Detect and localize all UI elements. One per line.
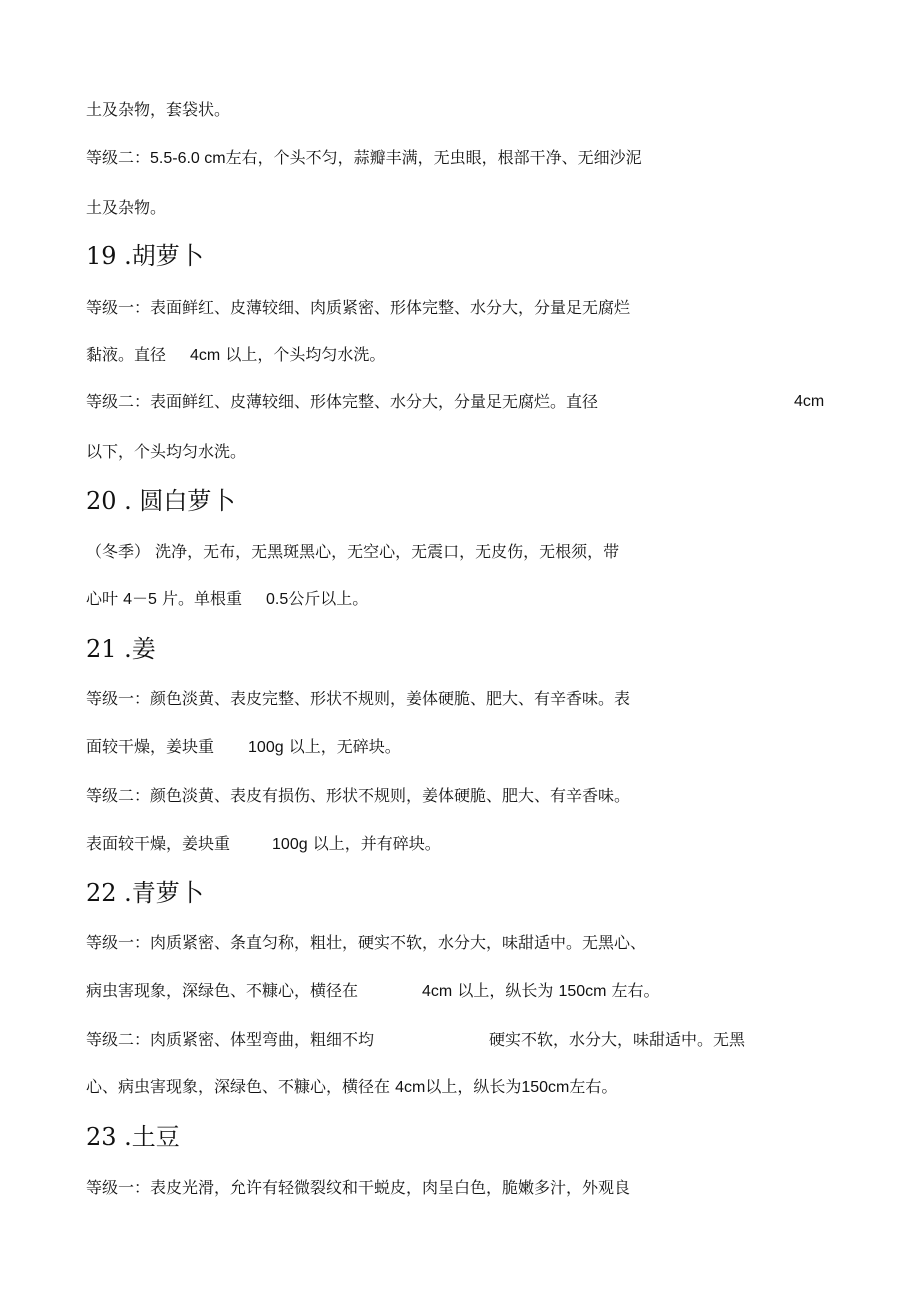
text: 土及杂物。: [86, 198, 167, 217]
heading-text: 22 .青萝卜: [86, 879, 204, 907]
text: 4cm: [190, 347, 221, 364]
text-line: [86, 345, 385, 366]
text-line: [86, 834, 441, 855]
text: 4cm: [794, 393, 825, 410]
text-line: [86, 100, 230, 120]
text-line: [86, 298, 630, 318]
text: 土及杂物，套袋状。: [86, 100, 231, 119]
text: 黏液。直径: [86, 345, 167, 364]
text: 100g: [272, 836, 308, 853]
text: 以下，个头均匀水洗。: [86, 442, 247, 461]
text-line: [86, 542, 619, 562]
text: 公斤以上。: [288, 589, 369, 608]
text: 心、病虫害现象，深绿色、不糠心，横径在: [86, 1077, 396, 1096]
text: 病虫害现象，深绿色、不糠心，横径在: [86, 981, 359, 1000]
text-line: [86, 786, 630, 806]
text: （冬季） 洗净，无布，无黑斑黑心，无空心，无震口，无皮伤，无根须，带: [86, 542, 620, 561]
text: 以上，并有碎块。: [307, 834, 441, 853]
text: 面较干燥，姜块重: [86, 737, 215, 756]
section-heading: [86, 1122, 180, 1152]
text-line: [86, 933, 646, 953]
text-line: [86, 737, 401, 758]
text: 等级二：颜色淡黄、表皮有损伤、形状不规则，姜体硬脆、肥大、有辛香味。: [86, 786, 631, 805]
text: 等级一：肉质紧密、条直匀称，粗壮，硬实不软，水分大，味甜适中。无黑心、: [86, 933, 647, 952]
text: 等级一：颜色淡黄、表皮完整、形状不规则，姜体硬脆、肥大、有辛香味。表: [86, 689, 631, 708]
text: 以上，无碎块。: [283, 737, 401, 756]
text: 硬实不软，水分大，味甜适中。无黑: [489, 1030, 746, 1049]
section-heading: [86, 634, 156, 664]
text: 片。单根重: [156, 589, 242, 608]
text: 以上，个头均匀水洗。: [220, 345, 386, 364]
text: 0.5: [266, 591, 289, 608]
text: 等级二：: [86, 148, 151, 167]
section-heading: [86, 878, 204, 908]
text-line: [86, 392, 598, 412]
text-line: [86, 589, 368, 610]
text: 表面较干燥，姜块重: [86, 834, 231, 853]
text: 150cm: [521, 1079, 570, 1096]
text: 100g: [248, 739, 284, 756]
text-line: [86, 1077, 617, 1098]
text: 等级二：表面鲜红、皮薄较细、形体完整、水分大，分量足无腐烂。直径: [86, 392, 599, 411]
text: 左右。: [569, 1077, 618, 1096]
text: 以上，纵长为: [452, 981, 559, 1000]
heading-text: 20 . 圆白萝卜: [86, 487, 236, 515]
section-heading: [86, 241, 204, 271]
text: 左右。: [606, 981, 660, 1000]
text-line: [86, 442, 246, 462]
text: 等级一：表皮光滑，允许有轻微裂纹和干蜕皮，肉呈白色，脆嫩多汁，外观良: [86, 1178, 631, 1197]
text: 150cm: [558, 983, 607, 1000]
text-line: [86, 198, 166, 218]
text: 心叶: [86, 589, 124, 608]
text: 左右，个头不匀，蒜瓣丰满，无虫眼，根部干净、无细沙泥: [225, 148, 642, 167]
section-heading: [86, 486, 235, 516]
text-line: [86, 148, 642, 169]
text: 4－5: [123, 591, 157, 608]
text: 等级一：表面鲜红、皮薄较细、肉质紧密、形体完整、水分大，分量足无腐烂: [86, 298, 631, 317]
text-line: [86, 1178, 630, 1198]
text-line: [86, 1030, 374, 1050]
text: 4cm: [395, 1079, 426, 1096]
text: 等级二：肉质紧密、体型弯曲，粗细不均: [86, 1030, 375, 1049]
text: 4cm: [422, 983, 453, 1000]
text-line: [86, 689, 630, 709]
text: 5.5-6.0 cm: [150, 150, 226, 167]
text-line: [489, 1030, 745, 1050]
text: 以上，纵长为: [425, 1077, 522, 1096]
heading-text: 19 .胡萝卜: [86, 242, 204, 270]
text-line: [794, 392, 824, 412]
heading-text: 23 .土豆: [86, 1123, 180, 1151]
heading-text: 21 .姜: [86, 635, 156, 663]
text-line: [86, 981, 660, 1002]
